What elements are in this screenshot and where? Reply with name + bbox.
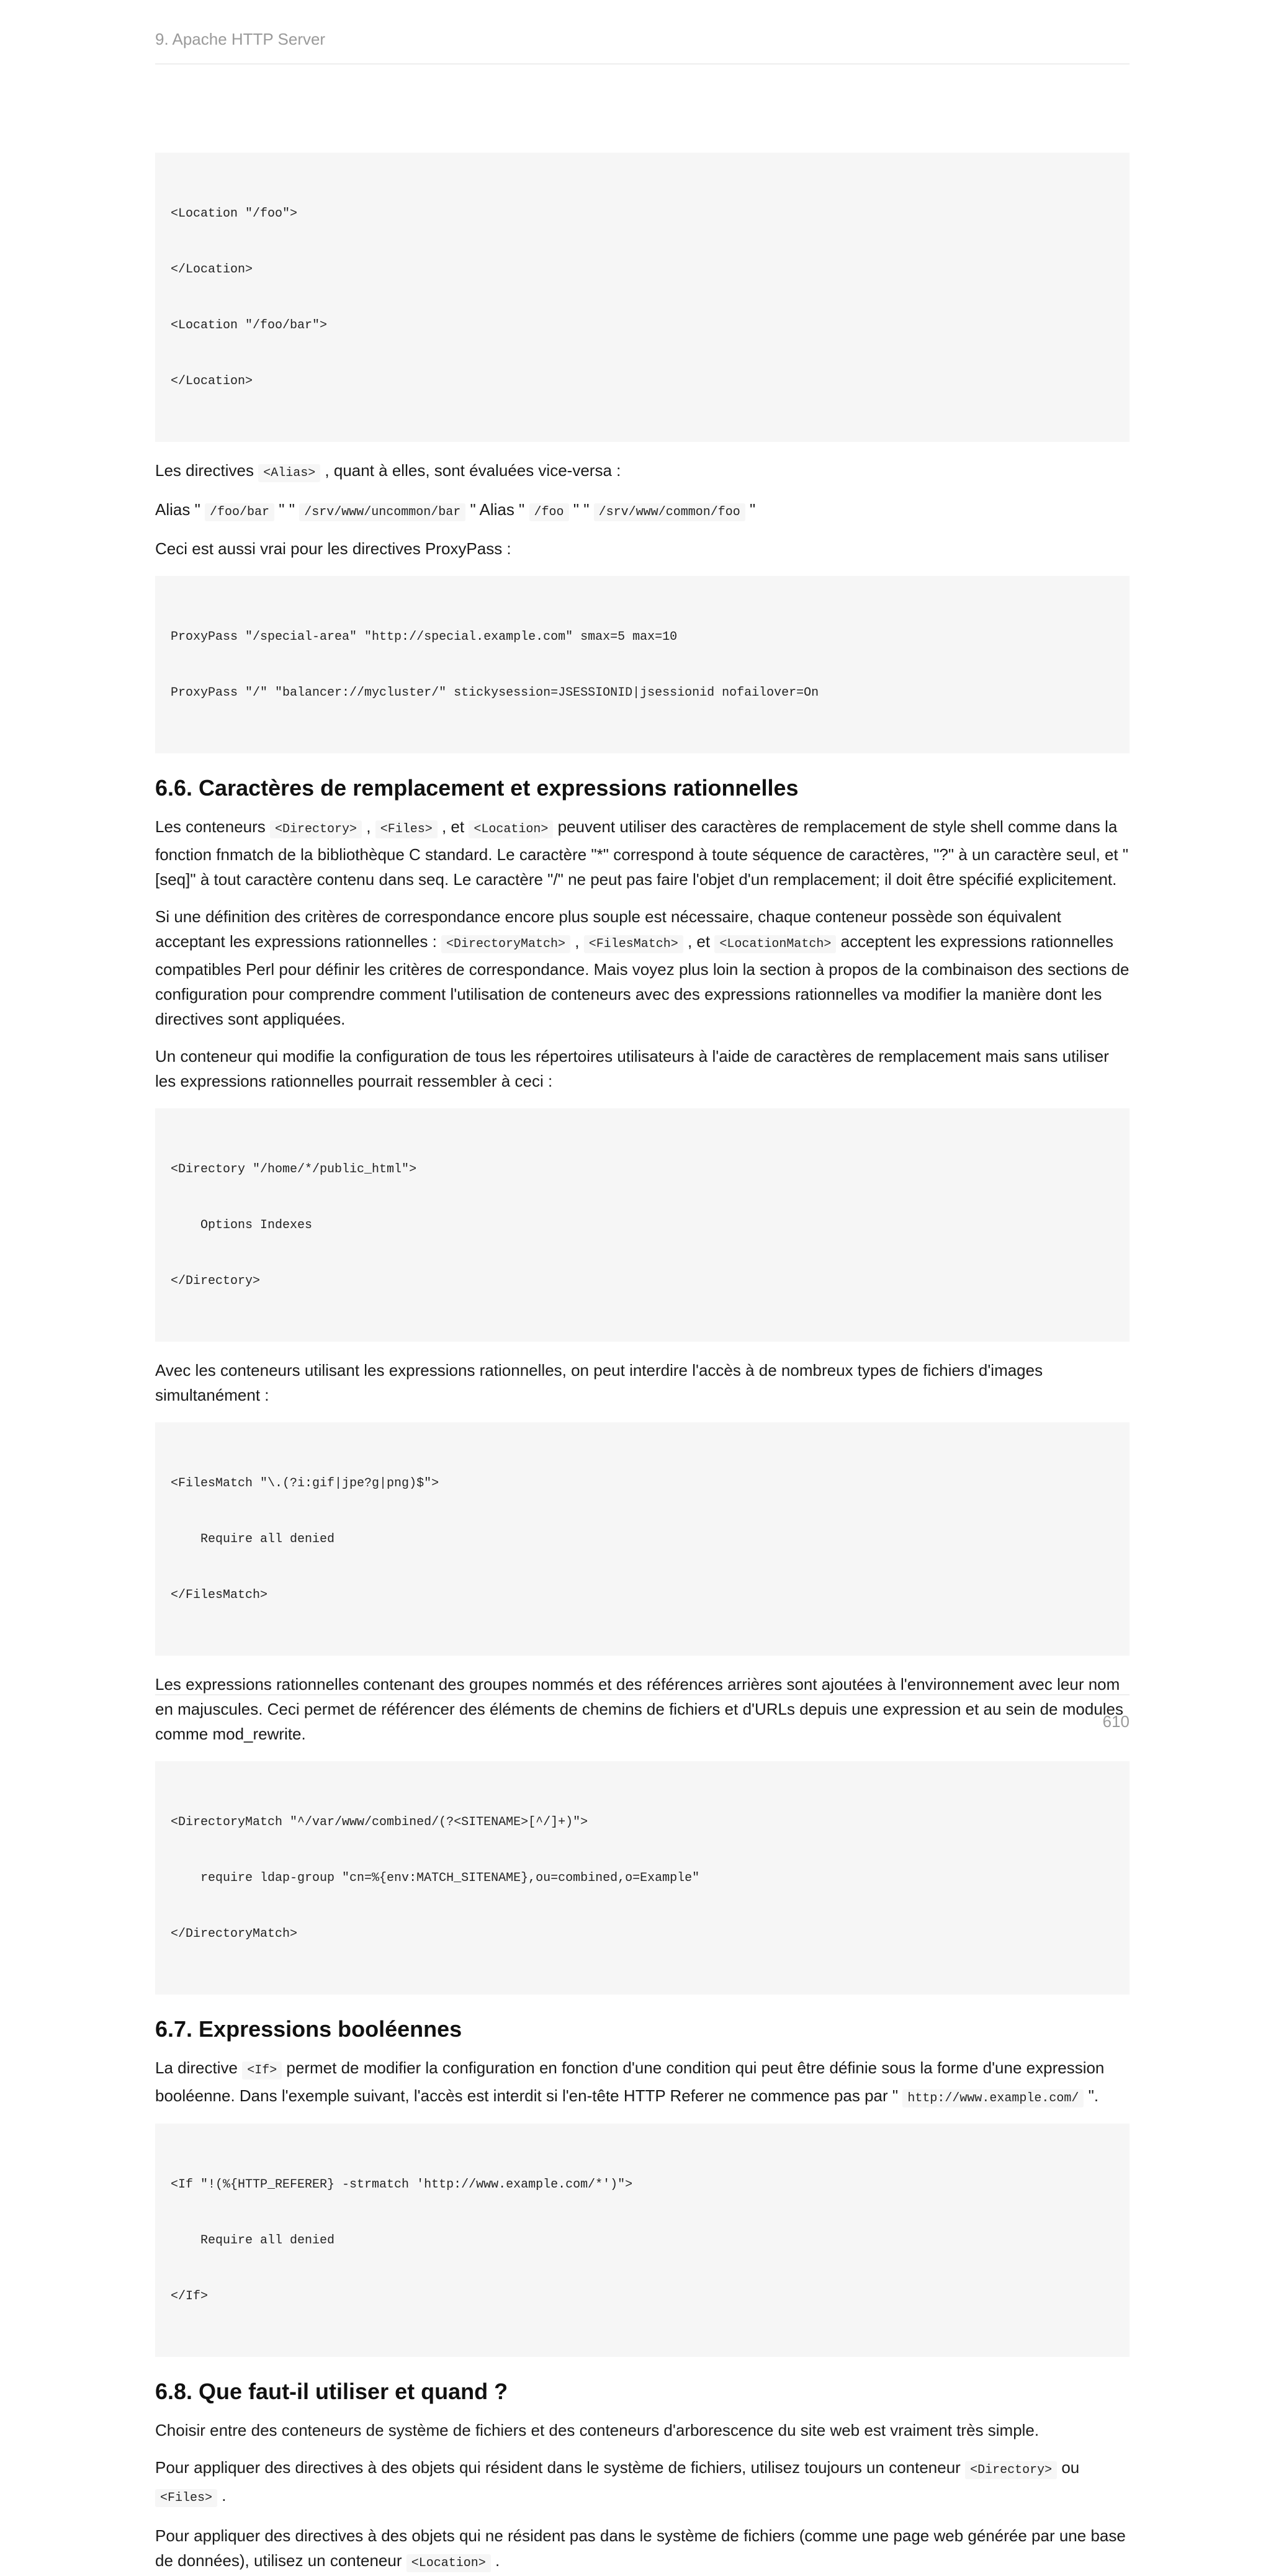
paragraph-userdirs: Un conteneur qui modifie la configuration de tous les répertoires utilisateurs à l'aide de caractères de remplacement mais sans utiliser les expressions rationnelles pourrait ressembler à ceci :	[155, 1047, 1109, 1090]
text-run: permet de modifier la configuration en fonction d'une condition qui peut être définie sous la forme d'une expression booléenne. Dans l'exemple suivant, l'accès est interdit si l'en-tête HTTP Referer ne commence pas par "	[155, 2058, 1105, 2105]
text-run: .	[217, 2486, 227, 2505]
text-run: , quant à elles, sont évaluées vice-versa :	[320, 461, 621, 480]
text-run: ,	[362, 817, 375, 836]
code-line: </Location>	[171, 374, 253, 388]
inline-code: <If>	[242, 2062, 282, 2080]
code-block-location	[155, 153, 1130, 442]
text-run: La directive	[155, 2058, 243, 2077]
inline-code: /srv/www/uncommon/bar	[299, 503, 465, 521]
code-line: <Directory "/home/*/public_html">	[171, 1162, 417, 1177]
running-header-title: 9. Apache HTTP Server	[155, 30, 326, 48]
text-run: peuvent utiliser des caractères de remplacement de style shell comme dans la fonction fnmatch de la bibliothèque C standard. Le caractère "*" correspond à toute séquence de caractères, "?" à un caractère seul, et "[seq]" à tout caractère contenu dans seq. Le caractère "/" ne peut pas faire l'objet d'un remplacement; il doit être spécifié explicitement.	[155, 817, 1129, 889]
page-number: 610	[1102, 1712, 1130, 1731]
code-line: <Location "/foo">	[171, 207, 298, 221]
running-footer	[155, 1694, 1130, 1731]
code-line: </Directory>	[171, 1274, 261, 1288]
text-run: Les conteneurs	[155, 817, 271, 836]
text-run: " "	[274, 500, 300, 519]
paragraph-filesystem	[155, 2455, 1130, 2511]
text-run: .	[490, 2551, 500, 2570]
inline-code: <Directory>	[270, 820, 362, 838]
code-block-if	[155, 2124, 1130, 2357]
inline-code: <Files>	[375, 820, 438, 838]
inline-code: /srv/www/common/foo	[594, 503, 745, 521]
text-run: Si une définition des critères de correspondance encore plus souple est nécessaire, chaque conteneur possède son équivalent acceptant les expressions rationnelles :	[155, 907, 1061, 951]
code-block-directorymatch	[155, 1761, 1130, 1995]
code-line: Options Indexes	[171, 1218, 313, 1232]
text-run: "	[745, 500, 756, 519]
paragraph-alias-example	[155, 497, 1130, 525]
text-run: Pour appliquer des directives à des objets qui ne résident pas dans le système de fichiers (comme une page web générée par une base de données), utilisez un conteneur	[155, 2526, 1126, 2570]
code-line: <DirectoryMatch "^/var/www/combined/(?<SITENAME>[^/]+)">	[171, 1815, 588, 1829]
inline-code: <Location>	[469, 820, 553, 838]
paragraph-wildcards	[155, 814, 1130, 892]
section-heading-6-7: 6.7. Expressions booléennes	[155, 2016, 462, 2042]
paragraph-proxypass: Ceci est aussi vrai pour les directives ProxyPass :	[155, 539, 511, 558]
code-line: ProxyPass "/" "balancer://mycluster/" stickysession=JSESSIONID|jsessionid nofailover=On	[171, 686, 819, 700]
inline-code: <Alias>	[258, 464, 320, 482]
paragraph-if	[155, 2055, 1130, 2111]
running-header	[155, 29, 1130, 65]
code-line: require ldap-group "cn=%{env:MATCH_SITENAME},ou=combined,o=Example"	[171, 1871, 700, 1885]
text-run: acceptent les expressions rationnelles compatibles Perl pour définir les critères de correspondance. Mais voyez plus loin la section à propos de la combinaison des sections de configuration pour comprendre comment l'utilisation de conteneurs avec des expressions rationnelles va modifier la manière dont les directives sont appliquées.	[155, 932, 1130, 1028]
document-page	[155, 0, 1130, 2570]
paragraph-alias	[155, 458, 1130, 486]
code-line: <Location "/foo/bar">	[171, 318, 328, 333]
code-line: </Location>	[171, 263, 253, 277]
code-line: <FilesMatch "\.(?i:gif|jpe?g|png)$">	[171, 1476, 439, 1491]
inline-code: http://www.example.com/	[902, 2089, 1084, 2107]
text-run: ,	[570, 932, 584, 951]
text-run: , et	[437, 817, 469, 836]
inline-code: <LocationMatch>	[714, 935, 836, 953]
paragraph-non-filesystem	[155, 2523, 1130, 2576]
text-run: Pour appliquer des directives à des objets qui résident dans le système de fichiers, utilisez toujours un conteneur	[155, 2458, 966, 2477]
text-run: ".	[1084, 2086, 1099, 2105]
section-heading-6-8: 6.8. Que faut-il utiliser et quand ?	[155, 2379, 508, 2404]
code-line: Require all denied	[171, 1532, 335, 1546]
inline-code: <FilesMatch>	[584, 935, 683, 953]
inline-code: <Location>	[406, 2554, 491, 2572]
code-line: </If>	[171, 2289, 209, 2304]
code-line: ProxyPass "/special-area" "http://special.example.com" smax=5 max=10	[171, 630, 678, 644]
code-block-proxypass	[155, 576, 1130, 753]
paragraph-regex	[155, 904, 1130, 1031]
document-content	[155, 153, 1130, 2576]
paragraph-named-groups: Les expressions rationnelles contenant des groupes nommés et des références arrières sont ajoutées à l'environnement avec leur nom en majuscules. Ceci permet de référencer des éléments de chemins de fichiers et d'URLs depuis une expression et au sein de modules comme mod_rewrite.	[155, 1675, 1124, 1743]
code-line: <If "!(%{HTTP_REFERER} -strmatch 'http://www.example.com/*')">	[171, 2178, 633, 2192]
text-run: ou	[1057, 2458, 1080, 2477]
section-heading-6-6: 6.6. Caractères de remplacement et expressions rationnelles	[155, 775, 799, 801]
code-block-filesmatch	[155, 1422, 1130, 1656]
paragraph-choose: Choisir entre des conteneurs de système de fichiers et des conteneurs d'arborescence du site web est vraiment très simple.	[155, 2421, 1040, 2439]
text-run: Alias "	[155, 500, 205, 519]
text-run: , et	[683, 932, 715, 951]
text-run: " "	[568, 500, 594, 519]
inline-code: /foo/bar	[205, 503, 274, 521]
inline-code: <Directory>	[965, 2461, 1057, 2479]
code-block-directory	[155, 1108, 1130, 1342]
text-run: " Alias "	[465, 500, 529, 519]
code-line: Require all denied	[171, 2233, 335, 2248]
inline-code: <Files>	[155, 2489, 217, 2507]
paragraph-images: Avec les conteneurs utilisant les expressions rationnelles, on peut interdire l'accès à de nombreux types de fichiers d'images simultanément :	[155, 1361, 1043, 1404]
code-line: </DirectoryMatch>	[171, 1927, 298, 1941]
text-run: Les directives	[155, 461, 259, 480]
inline-code: /foo	[529, 503, 569, 521]
inline-code: <DirectoryMatch>	[441, 935, 570, 953]
code-line: </FilesMatch>	[171, 1588, 268, 1602]
